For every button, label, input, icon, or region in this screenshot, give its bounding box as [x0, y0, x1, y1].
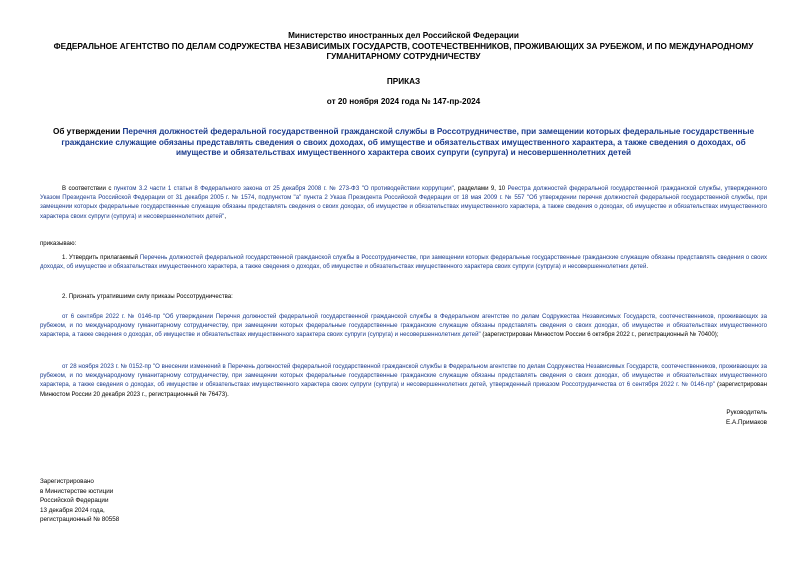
- preamble-paragraph: [40, 184, 767, 221]
- registration-line-5: регистрационный № 80558: [40, 516, 120, 523]
- repeal-2-suffix: (зарегистрирован Минюстом России 20 декабря 2023 г., регистрационный № 76473).: [40, 381, 767, 398]
- law-273-link[interactable]: пунктом 3.2 части 1 статьи 8 Федерального закона от 25 декабря 2008 г. № 273-ФЗ "О противодействии коррупции": [113, 185, 454, 192]
- preamble-text-2: , разделами 9, 10: [453, 185, 508, 192]
- repeal-2-link[interactable]: от 28 ноября 2023 г. № 0152-пр "О внесении изменений в Перечень должностей федеральной государственной гражданской службы в Федеральном агентстве по делам Содружества Независимых Государств, соотечественников, проживающих за рубежом, и по международному гуманитарному сотрудничеству, при замещении которых федеральные государственные гражданские служащие обязаны представлять сведения о своих доходах, об имуществе и обязательствах имущественного характера, а также сведения о доходах, об имуществе и обязательствах имущественного характера своих супруги (супруга) и несовершеннолетних детей, утвержденный приказом Россотрудничества от 6 сентября 2022 г. № 0146-пр": [40, 363, 767, 389]
- registration-line-3: Российской Федерации: [40, 497, 109, 504]
- registration-line-1: Зарегистрировано: [40, 478, 94, 485]
- repeal-1-link[interactable]: от 6 сентября 2022 г. № 0146-пр "Об утверждении Перечня должностей федеральной государственной гражданской службы в Федеральном агентстве по делам Содружества Независимых Государств, соотечественников, проживающих за рубежом, и по международному гуманитарному сотрудничеству, при замещении которых федеральные государственные гражданские служащие обязаны представлять сведения о своих доходах, об имуществе и обязательствах имущественного характера, а также сведения о доходах, об имуществе и обязательствах имущественного характера своих супруги (супруга) и несовершеннолетних детей": [40, 313, 767, 339]
- repeal-1-paragraph: [40, 312, 767, 340]
- repeal-1-suffix: (зарегистрирован Минюстом России 6 октября 2022 г., регистрационный № 70400);: [480, 331, 719, 339]
- order-date-number: от 20 ноября 2024 года № 147-пр-2024: [326, 97, 481, 106]
- order-type: ПРИКАЗ: [386, 77, 421, 86]
- registration-block: [40, 477, 119, 525]
- subject-link[interactable]: Перечня должностей федеральной государственной гражданской службы в Россотрудничестве, при замещении которых федеральные государственные гражданские служащие обязаны представлять сведения о своих доходах, об имуществе и обязательствах имущественного характера, а также сведения о доходах, об имуществе и обязательствах имущественного характера своих супруги (супруга) и несовершеннолетних детей: [61, 127, 755, 158]
- orders-word: приказываю:: [40, 240, 77, 247]
- signature-block: [726, 408, 767, 427]
- order-subject: [40, 127, 767, 159]
- preamble-text-1: В соответствии с: [62, 185, 114, 192]
- registry-link[interactable]: Реестра должностей федеральной государственной гражданской службы, утвержденного Указом Президента Российской Федерации от 31 декабря 2005 г. № 1574: [40, 185, 768, 202]
- agency-name: ФЕДЕРАЛЬНОЕ АГЕНТСТВО ПО ДЕЛАМ СОДРУЖЕСТВА НЕЗАВИСИМЫХ ГОСУДАРСТВ, СООТЕЧЕСТВЕННИКОВ, ПРОЖИВАЮЩИХ ЗА РУБЕЖОМ, И ПО МЕЖДУНАРОДНОМУ ГУМАНИТАРНОМУ СОТРУДНИЧЕСТВУ: [53, 41, 754, 61]
- registration-line-2: в Министерстве юстиции: [40, 487, 114, 495]
- signatory-name: Е.А.Примаков: [726, 418, 767, 426]
- ministry-name: Министерство иностранных дел Российской Федерации: [288, 31, 519, 40]
- item-1-list-link[interactable]: Перечень должностей федеральной государственной гражданской службы в Россотрудничестве, при замещении которых федеральные государственные гражданские служащие обязаны представлять сведения о своих доходах, об имуществе и обязательствах имущественного характера, а также сведения о доходах, об имуществе и обязательствах имущественного характера своих супруги (супруга) и несовершеннолетних детей: [40, 254, 767, 271]
- document-header: [40, 31, 767, 63]
- decree-557-link[interactable]: подпунктом "а" пункта 2 Указа Президента Российской Федерации от 18 мая 2009 г. № 557 "Об утверждении перечня должностей федеральной государственной службы, при замещении которых федеральные государственные служащие обязаны представлять сведения о своих доходах, об имуществе и обязательствах имущественного характера, а также сведения о доходах, об имуществе и обязательствах имущественного характера своих супруги (супруга) и несовершеннолетних детей": [40, 194, 767, 220]
- item-1-prefix: 1. Утвердить прилагаемый: [62, 254, 140, 261]
- preamble-text-3: ,: [254, 194, 259, 202]
- signatory-title: Руководитель: [726, 409, 767, 416]
- item-1-suffix: .: [646, 263, 649, 271]
- preamble-text-4: ,: [224, 212, 227, 220]
- item-2-paragraph: 2. Признать утратившими силу приказы Россотрудничества:: [62, 293, 233, 300]
- item-1-paragraph: [40, 253, 767, 271]
- repeal-2-paragraph: [40, 362, 767, 399]
- subject-prefix: Об утверждении: [52, 127, 123, 136]
- registration-line-4: 13 декабря 2024 года,: [40, 506, 105, 514]
